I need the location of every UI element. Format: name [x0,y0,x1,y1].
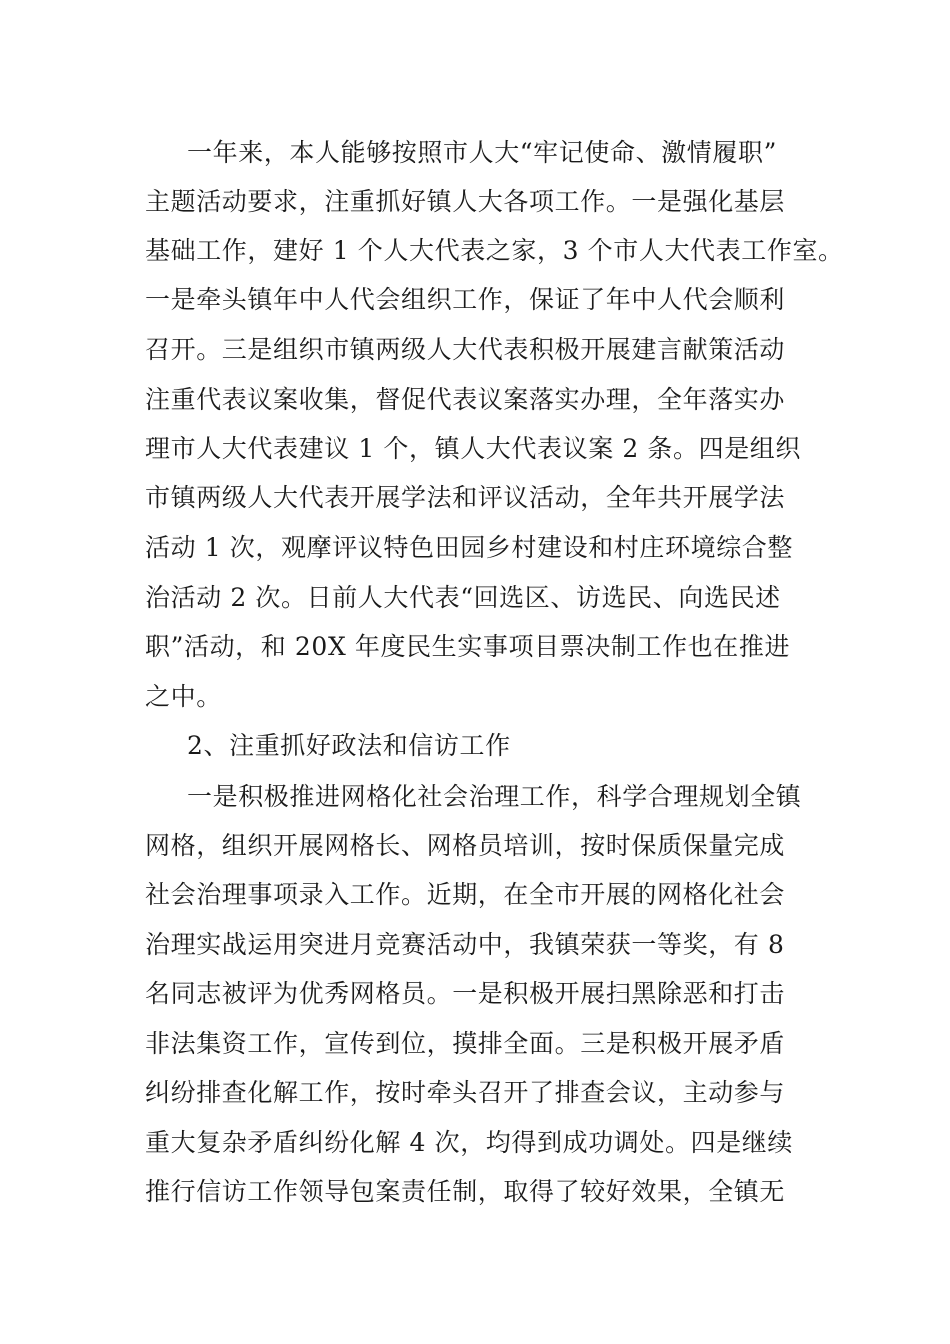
paragraph-1-line-3: 基础工作，建好 1 个人大代表之家，3 个市人大代表工作室。 [145,236,844,265]
paragraph-1-line-5: 召开。三是组织市镇两级人大代表积极开展建言献策活动 [145,335,786,364]
paragraph-2-line-4: 治理实战运用突进月竞赛活动中，我镇荣获一等奖，有 8 [145,930,785,959]
paragraph-1-line-6: 注重代表议案收集，督促代表议案落实办理，全年落实办 [145,385,786,414]
paragraph-1-line-2: 主题活动要求，注重抓好镇人大各项工作。一是强化基层 [145,187,786,216]
paragraph-1-line-10: 治活动 2 次。日前人大代表“回选区、访选民、向选民述 [145,583,781,612]
paragraph-1-line-4: 一是牵头镇年中人代会组织工作，保证了年中人代会顺利 [145,285,786,314]
paragraph-1-line-7: 理市人大代表建议 1 个，镇人大代表议案 2 条。四是组织 [145,434,802,463]
paragraph-2-line-8: 重大复杂矛盾纠纷化解 4 次，均得到成功调处。四是继续 [145,1128,794,1157]
section-heading: 2、注重抓好政法和信访工作 [187,731,511,760]
paragraph-1-line-8: 市镇两级人大代表开展学法和评议活动，全年共开展学法 [145,483,786,512]
paragraph-2-line-1: 一是积极推进网格化社会治理工作，科学合理规划全镇 [187,782,802,811]
paragraph-2-line-7: 纠纷排查化解工作，按时牵头召开了排查会议，主动参与 [145,1078,786,1107]
paragraph-1-line-9: 活动 1 次，观摩评议特色田园乡村建设和村庄环境综合整 [145,533,794,562]
paragraph-2-line-9: 推行信访工作领导包案责任制，取得了较好效果，全镇无 [145,1177,786,1206]
paragraph-1-line-12: 之中。 [145,682,222,711]
paragraph-2-line-6: 非法集资工作，宣传到位，摸排全面。三是积极开展矛盾 [145,1029,786,1058]
paragraph-1-line-1: 一年来，本人能够按照市人大“牢记使命、激情履职” [187,138,777,167]
paragraph-1-line-11: 职”活动，和 20X 年度民生实事项目票决制工作也在推进 [145,632,791,661]
paragraph-2-line-2: 网格，组织开展网格长、网格员培训，按时保质保量完成 [145,831,786,860]
paragraph-2-line-3: 社会治理事项录入工作。近期，在全市开展的网格化社会 [145,880,786,909]
paragraph-2-line-5: 名同志被评为优秀网格员。一是积极开展扫黑除恶和打击 [145,979,786,1008]
